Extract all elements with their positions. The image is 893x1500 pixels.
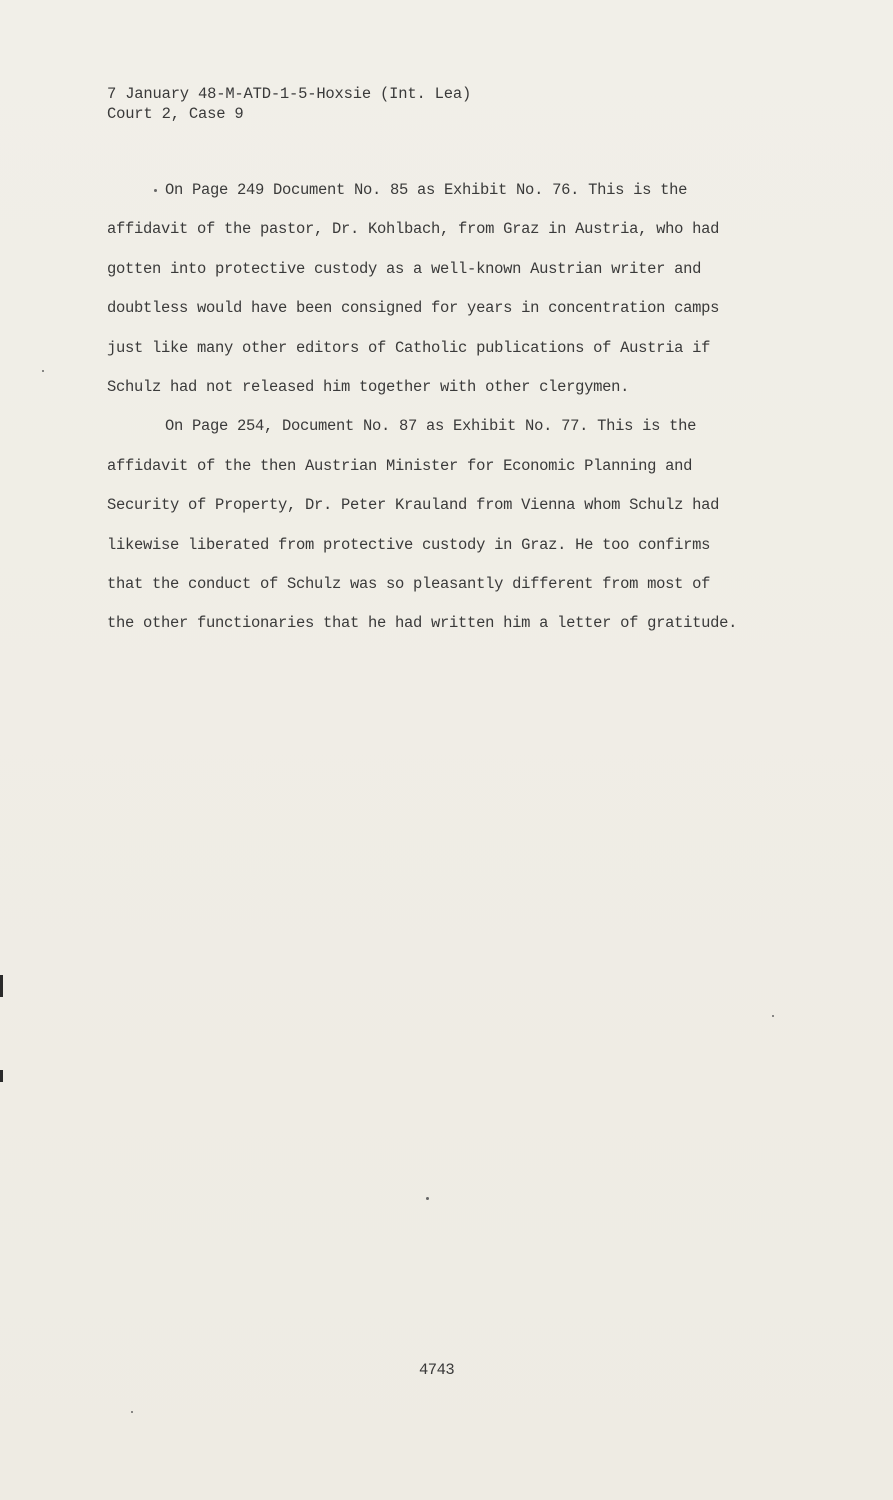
body-line: that the conduct of Schulz was so pleasantly different from most of <box>107 575 711 593</box>
body-line: affidavit of the then Austrian Minister for Economic Planning and <box>107 457 693 475</box>
body-line: doubtless would have been consigned for years in concentration camps <box>107 299 720 317</box>
body-line: On Page 249 Document No. 85 as Exhibit No. 76. This is the <box>165 181 688 199</box>
ink-speck <box>131 1411 133 1413</box>
left-edge-mark <box>0 1070 3 1082</box>
left-edge-mark <box>0 975 3 997</box>
body-line: On Page 254, Document No. 87 as Exhibit No. 77. This is the <box>165 417 697 435</box>
body-line: just like many other editors of Catholic publications of Austria if <box>107 339 711 357</box>
ink-speck <box>772 1015 774 1017</box>
body-line: likewise liberated from protective custody in Graz. He too confirms <box>107 536 711 554</box>
body-line: affidavit of the pastor, Dr. Kohlbach, from Graz in Austria, who had <box>107 220 720 238</box>
body-line: gotten into protective custody as a well-known Austrian writer and <box>107 260 702 278</box>
body-line: the other functionaries that he had written him a letter of gratitude. <box>107 614 738 632</box>
ink-speck <box>42 370 44 372</box>
body-line: Security of Property, Dr. Peter Krauland from Vienna whom Schulz had <box>107 496 720 514</box>
document-header <box>107 84 471 124</box>
ink-speck <box>426 1197 429 1200</box>
body-line: Schulz had not released him together with other clergymen. <box>107 378 630 396</box>
page-number: 4743 <box>419 1361 455 1379</box>
ink-speck <box>154 189 157 192</box>
header-reference-line: 7 January 48-M-ATD-1-5-Hoxsie (Int. Lea) <box>107 85 472 103</box>
header-court-line: Court 2, Case 9 <box>107 105 244 123</box>
